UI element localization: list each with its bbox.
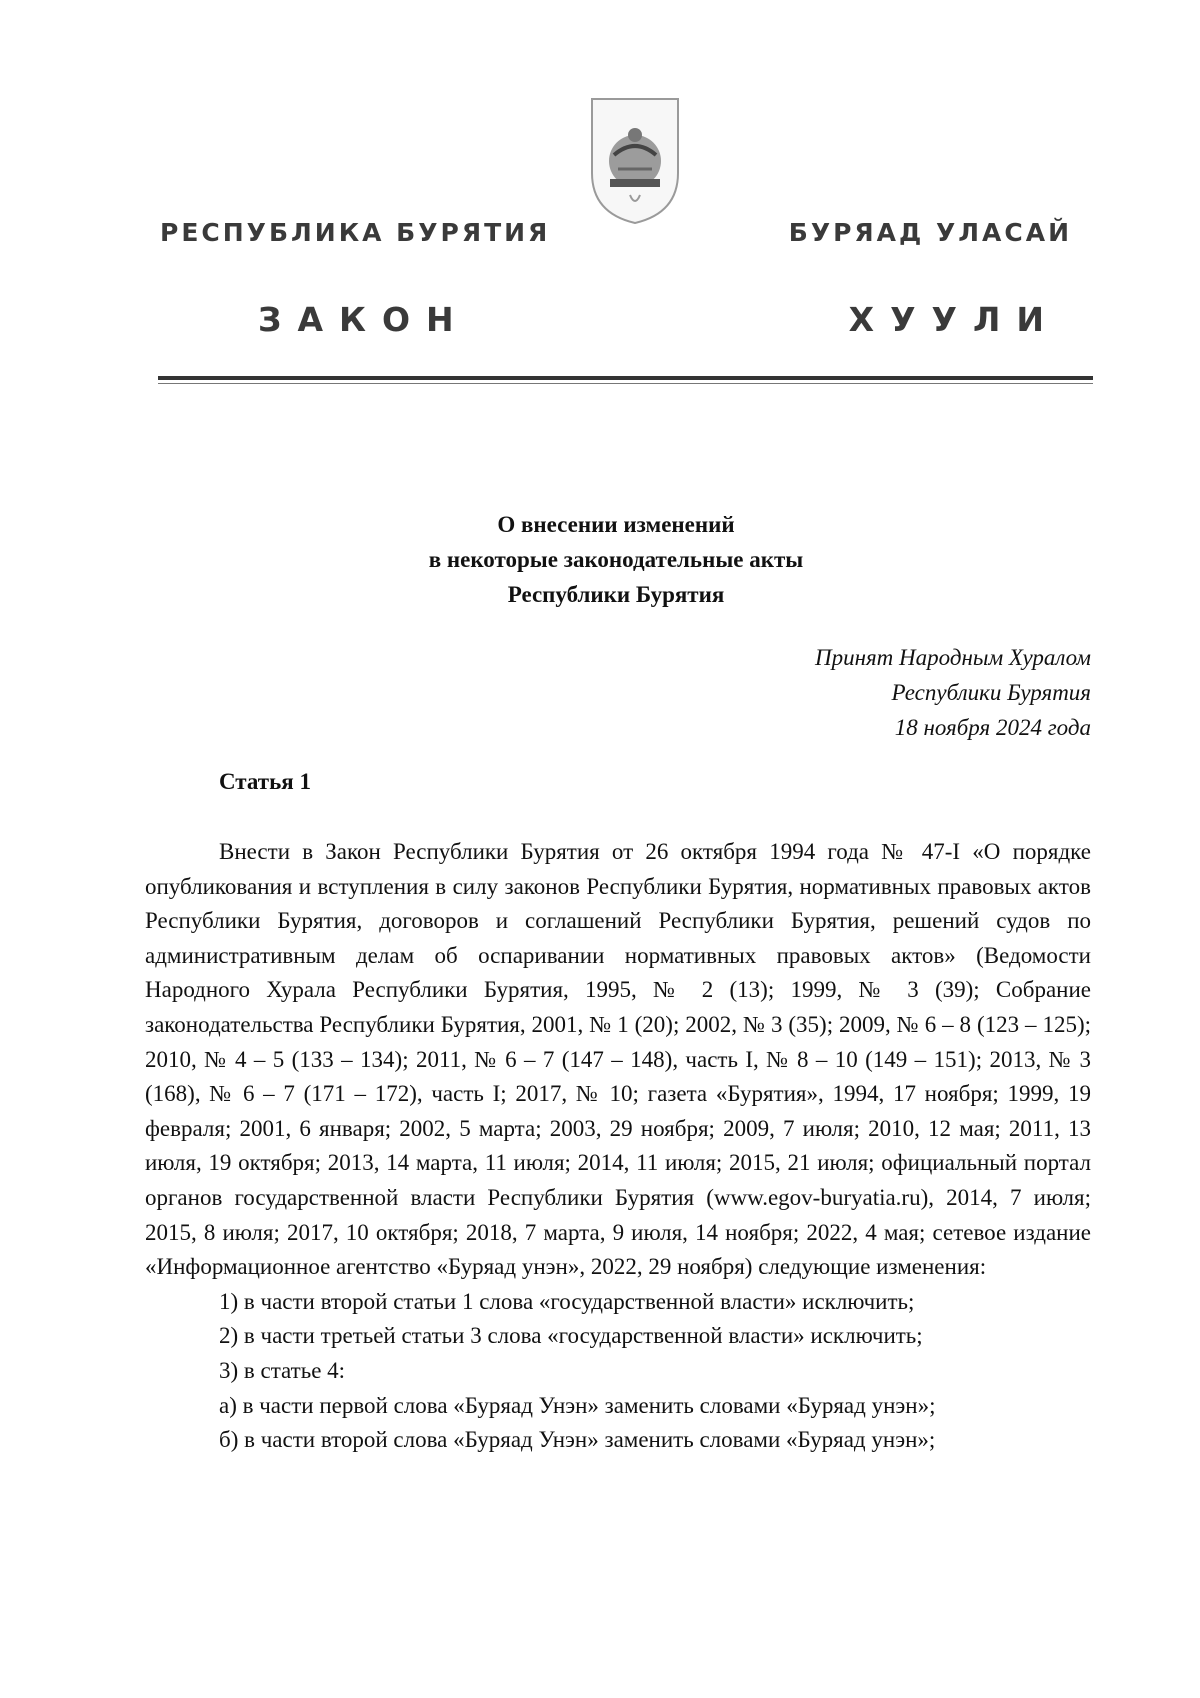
republic-name-bua: БУРЯАД УЛАСАЙ bbox=[788, 218, 1072, 247]
body-paragraph: Внести в Закон Республики Бурятия от 26 октября 1994 года № 47-I «О порядке опубликования и вступления в силу законов Республики Бурятия, нормативных правовых актов Республики Бурятия, договоров и соглашений Республики Бурятия, решений судов по административным делам об оспаривании нормативных правовых актов» (Ведомости Народного Хурала Республики Бурятия, 1995, № 2 (13); 1999, № 3 (39); Собрание законодательства Республики Бурятия, 2001, № 1 (20); 2002, № 3 (35); 2009, № 6 – 8 (123 – 125); 2010, № 4 – 5 (133 – 134); 2011, № 6 – 7 (147 – 148), часть I, № 8 – 10 (149 – 151); 2013, № 3 (168), № 6 – 7 (171 – 172), часть I; 2017, № 10; газета «Бурятия», 1994, 17 ноября; 1999, 19 февраля; 2001, 6 января; 2002, 5 марта; 2003, 29 ноября; 2009, 7 июля; 2010, 12 мая; 2011, 13 июля, 19 октября; 2013, 14 марта, 11 июля; 2014, 11 июля; 2015, 21 июля; официальный портал органов государственной власти Республики Бурятия (www.egov-buryatia.ru), 2014, 7 июля; 2015, 8 июля; 2017, 10 октября; 2018, 7 марта, 9 июля, 14 ноября; 2022, 4 мая; сетевое издание «Информационное агентство «Буряад унэн», 2022, 29 ноября) следующие изменения: bbox=[145, 839, 1091, 1280]
doc-type-ru: ЗАКОН bbox=[258, 300, 470, 339]
header-divider bbox=[158, 376, 1093, 380]
law-title-line: Республики Бурятия bbox=[507, 582, 725, 607]
adoption-note bbox=[815, 640, 1091, 745]
law-title bbox=[0, 507, 1200, 612]
adoption-date: 18 ноября 2024 года bbox=[894, 715, 1091, 740]
list-subitem: б) в части второй слова «Буряад Унэн» заменить словами «Буряад унэн»; bbox=[219, 1427, 936, 1453]
list-subitem: а) в части первой слова «Буряад Унэн» заменить словами «Буряад унэн»; bbox=[219, 1392, 936, 1418]
law-title-line: в некоторые законодательные акты bbox=[428, 547, 804, 572]
header-divider-thin bbox=[158, 383, 1093, 384]
republic-name-ru: РЕСПУБЛИКА БУРЯТИЯ bbox=[160, 218, 551, 247]
list-item: 1) в части второй статьи 1 слова «государственной власти» исключить; bbox=[219, 1288, 915, 1314]
list-item: 2) в части третьей статьи 3 слова «государственной власти» исключить; bbox=[219, 1323, 923, 1349]
article-heading: Статья 1 bbox=[219, 769, 311, 794]
adoption-line: Республики Бурятия bbox=[891, 680, 1091, 705]
adoption-line: Принят Народным Хуралом bbox=[814, 645, 1091, 670]
article-body bbox=[145, 835, 1091, 1458]
doc-type-bua: ХУУЛИ bbox=[848, 300, 1060, 339]
law-title-line: О внесении изменений bbox=[497, 512, 735, 537]
list-item: 3) в статье 4: bbox=[219, 1357, 346, 1383]
coat-of-arms-icon bbox=[588, 95, 682, 227]
